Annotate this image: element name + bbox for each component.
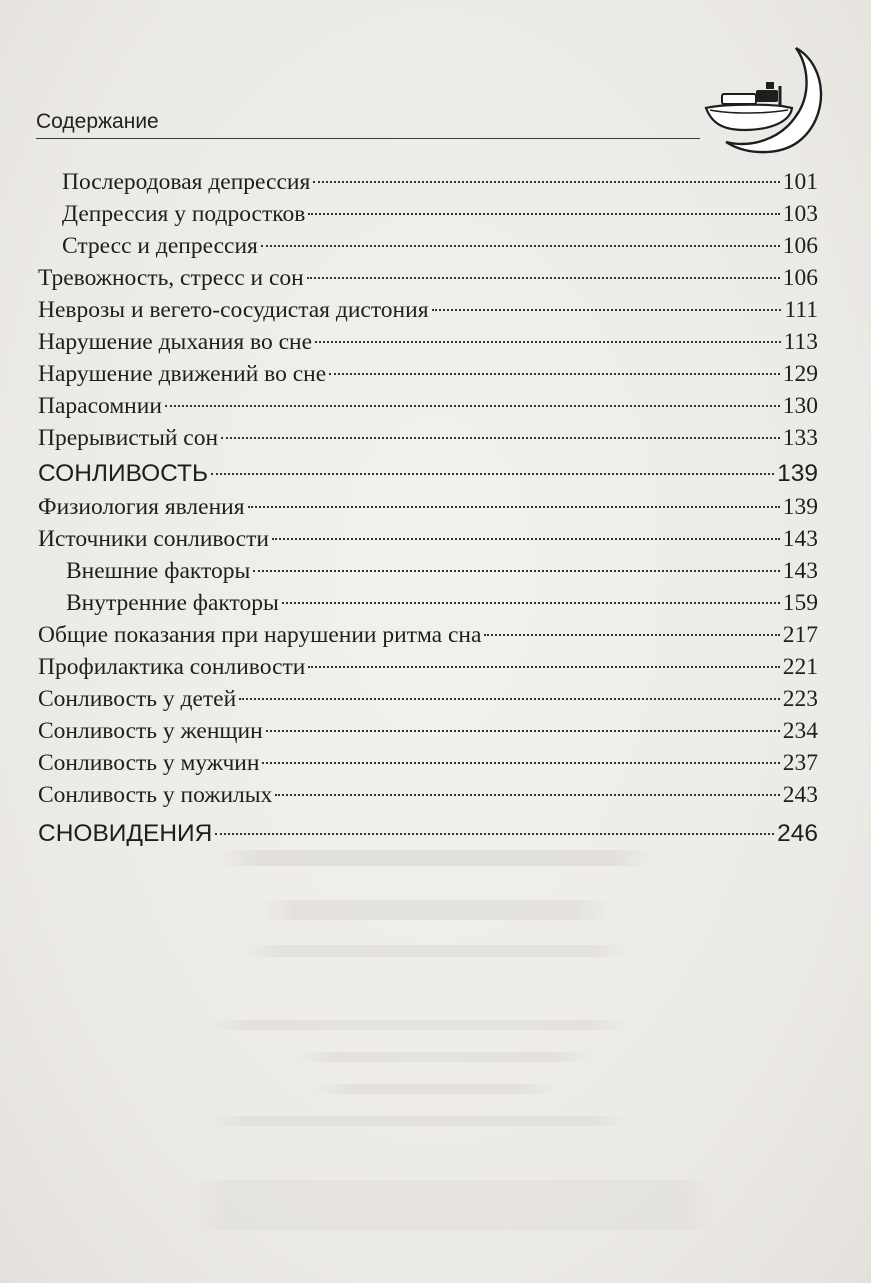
dot-leader [266,730,780,732]
toc-entry-page-number: 129 [782,361,818,387]
bleed-through-band [0,1020,871,1030]
table-of-contents [38,166,818,851]
toc-entry-page-number: 139 [777,460,818,487]
toc-entry [38,326,818,358]
dot-leader [307,277,780,279]
dot-leader [215,833,774,835]
bleed-through-band [0,1180,871,1230]
toc-entry-page-number: 159 [782,590,818,616]
toc-entry-page-number: 130 [782,393,818,419]
dot-leader [211,473,774,475]
toc-entry-title: СНОВИДЕНИЯ [38,820,213,847]
crescent-moon-bed-icon [700,44,826,156]
toc-entry-page-number: 217 [782,622,818,648]
toc-entry-title: Стресс и депрессия [62,233,258,259]
toc-entry-page-number: 243 [782,782,818,808]
toc-entry [38,715,818,747]
dot-leader [282,602,780,604]
toc-entry-title: Нарушение дыхания во сне [38,329,313,355]
toc-entry [38,587,818,619]
dot-leader [248,506,780,508]
toc-entry-page-number: 237 [782,750,818,776]
toc-entry-title: Внешние факторы [66,558,251,584]
running-header-title: Содержание [36,110,159,133]
toc-entry [38,747,818,779]
toc-entry-title: Прерывистый сон [38,425,219,451]
dot-leader [272,538,780,540]
dot-leader [308,213,779,215]
toc-entry-title: Внутренние факторы [66,590,279,616]
dot-leader [329,373,780,375]
dot-leader [315,341,781,343]
toc-entry [38,491,818,523]
toc-entry-title: Источники сонливости [38,526,269,552]
toc-entry [38,651,818,683]
toc-entry [38,779,818,811]
toc-entry-title: Общие показания при нарушении ритма сна [38,622,482,648]
dot-leader [484,634,779,636]
toc-entry-page-number: 221 [782,654,818,680]
toc-entry [38,230,818,262]
dot-leader [308,666,779,668]
toc-entry-title: Послеродовая депрессия [62,169,311,195]
toc-entry [38,166,818,198]
dot-leader [239,698,780,700]
toc-entry [38,683,818,715]
toc-entry [38,390,818,422]
toc-entry-page-number: 234 [782,718,818,744]
dot-leader [221,437,780,439]
toc-entry-title: Физиология явления [38,494,245,520]
bleed-through-band [0,1052,871,1062]
toc-entry [38,358,818,390]
toc-entry [38,555,818,587]
toc-entry-title: Профилактика сонливости [38,654,306,680]
toc-entry [38,523,818,555]
dot-leader [432,309,782,311]
bleed-through-band [0,850,871,866]
toc-entry-page-number: 106 [782,265,818,291]
toc-entry-page-number: 143 [782,558,818,584]
toc-entry-page-number: 246 [777,820,818,847]
dot-leader [275,794,779,796]
toc-entry-title: Парасомнии [38,393,162,419]
toc-entry [38,294,818,326]
toc-entry-title: Сонливость у женщин [38,718,263,744]
toc-entry-title: Сонливость у пожилых [38,782,273,808]
toc-entry-page-number: 113 [783,329,818,355]
toc-entry-page-number: 223 [782,686,818,712]
running-header [36,106,700,139]
toc-entry-page-number: 101 [782,169,818,195]
toc-entry [38,198,818,230]
toc-entry-page-number: 103 [782,201,818,227]
toc-entry-page-number: 133 [782,425,818,451]
toc-entry-title: Тревожность, стресс и сон [38,265,304,291]
dot-leader [313,181,779,183]
toc-entry-title: Депрессия у подростков [62,201,306,227]
toc-entry-page-number: 143 [782,526,818,552]
toc-entry-title: Нарушение движений во сне [38,361,327,387]
toc-entry-title: Сонливость у детей [38,686,237,712]
bleed-through-band [0,1084,871,1094]
toc-entry-page-number: 139 [782,494,818,520]
dot-leader [261,245,780,247]
toc-entry-page-number: 111 [784,297,818,323]
toc-entry-title: Сонливость у мужчин [38,750,260,776]
toc-entry [38,457,818,491]
toc-entry-title: СОНЛИВОСТЬ [38,460,209,487]
bleed-through-band [0,1116,871,1126]
toc-entry-page-number: 106 [782,233,818,259]
dot-leader [253,570,780,572]
bleed-through-band [0,900,871,920]
toc-entry [38,817,818,851]
dot-leader [262,762,779,764]
toc-entry [38,422,818,454]
toc-entry-title: Неврозы и вегето-сосудистая дистония [38,297,429,323]
toc-entry [38,262,818,294]
toc-entry [38,619,818,651]
bleed-through-band [0,945,871,957]
dot-leader [165,405,780,407]
